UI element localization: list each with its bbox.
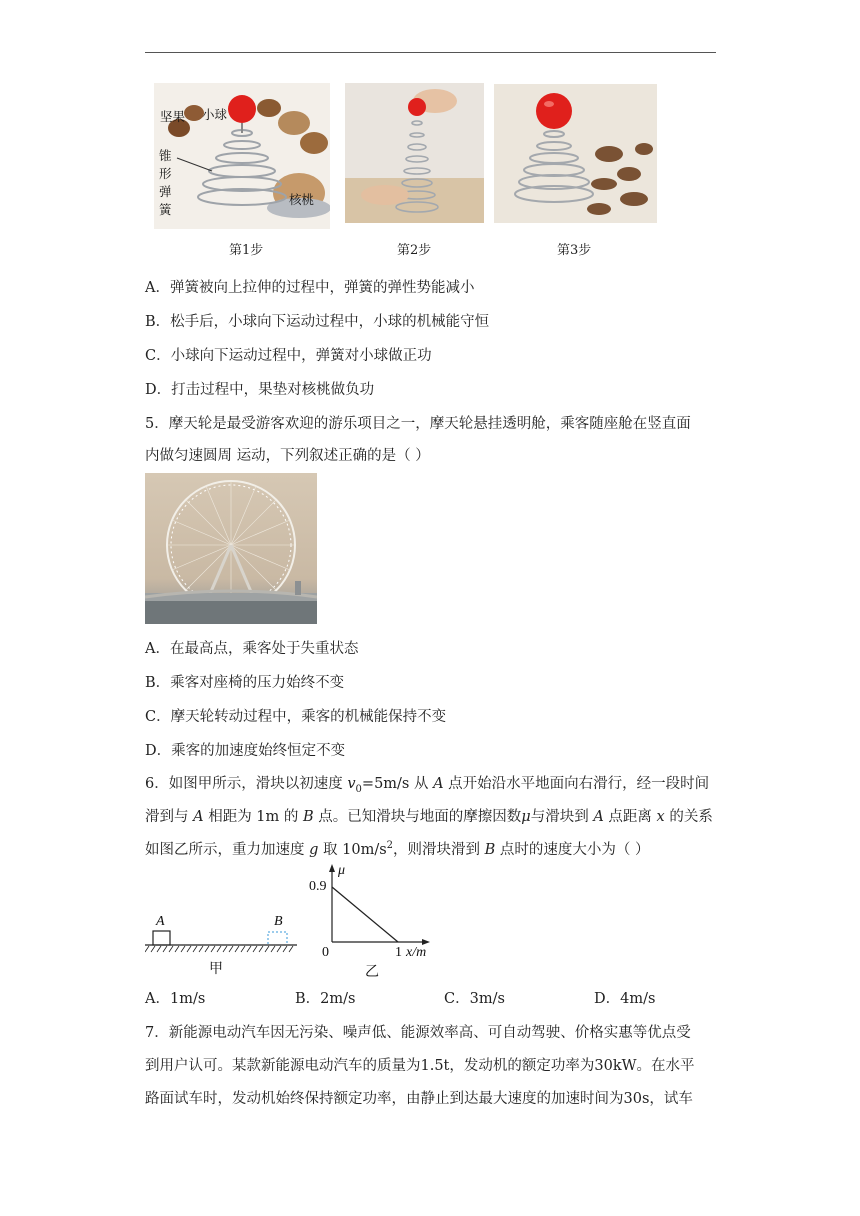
caption-step2: 第2步: [397, 243, 432, 258]
q6-stem-line1: 6．如图甲所示，滑块以初速度 $v_0=5m/s$ 从 A 点开始沿水平地面向右滑行，经一段时间: [145, 776, 710, 795]
header-rule: [145, 52, 716, 53]
label-a: A: [156, 914, 165, 929]
label-x-axis: x/m: [406, 945, 427, 960]
q4-option-a: A．弹簧被向上拉伸的过程中，弹簧的弹性势能减小: [145, 280, 475, 296]
label-walnut: 核桃: [289, 192, 315, 207]
q4-option-c: C．小球向下运动过程中，弹簧对小球做正功: [145, 348, 432, 364]
caption-jia: 甲: [209, 961, 223, 977]
step3-photo: [494, 84, 657, 223]
q7-stem-line1: 7．新能源电动汽车因无污染、噪声低、能源效率高、可自动驾驶、价格实惠等优点受: [145, 1025, 691, 1041]
q5-option-b: B．乘客对座椅的压力始终不变: [145, 675, 345, 691]
step2-photo: [345, 83, 484, 223]
q5-option-a: A．在最高点，乘客处于失重状态: [145, 641, 359, 657]
q4-option-b: B．松手后，小球向下运动过程中，小球的机械能守恒: [145, 314, 490, 330]
q7-stem-line3: 路面试车时，发动机始终保持额定功率，由静止到达最大速度的加速时间为30s，试车: [145, 1091, 693, 1107]
label-b: B: [274, 914, 283, 929]
q5-option-d: D．乘客的加速度始终恒定不变: [145, 743, 346, 759]
q5-option-c: C．摩天轮转动过程中，乘客的机械能保持不变: [145, 709, 447, 725]
ferris-wheel-photo: [145, 473, 317, 624]
q6-stem-line3: 如图乙所示，重力加速度 g 取 $10m/s^2$，则滑块滑到 B 点时的速度大小为（ ）: [145, 840, 650, 858]
q5-stem-line1: 5．摩天轮是最受游客欢迎的游乐项目之一，摩天轮悬挂透明舱，乘客随座舱在竖直面: [145, 416, 691, 432]
label-origin: 0: [322, 945, 329, 960]
block-a: [153, 931, 170, 945]
caption-step3: 第3步: [557, 243, 592, 258]
label-mu: μ: [338, 863, 346, 878]
ball-icon: [228, 95, 256, 123]
label-x-tick: 1: [395, 945, 402, 960]
caption-step1: 第1步: [229, 243, 264, 258]
q7-stem-line2: 到用户认可。某款新能源电动汽车的质量为1.5t，发动机的额定功率为30kW。在水平: [145, 1058, 695, 1074]
q5-stem-line2: 内做匀速圆周 运动，下列叙述正确的是（ ）: [145, 448, 430, 464]
q6-option-c: C．3m/s: [444, 991, 505, 1007]
q6-option-a: A．1m/s: [145, 991, 206, 1007]
q6-stem-line2: 滑到与 A 相距为 1m 的 B 点。已知滑块与地面的摩擦因数μ与滑块到 A 点距离 x 的关系: [145, 809, 713, 825]
block-b-dashed: [268, 932, 287, 945]
q4-option-d: D．打击过程中，果垫对核桃做负功: [145, 382, 375, 398]
figure-yi: [300, 862, 440, 957]
q6-option-d: D．4m/s: [594, 991, 656, 1007]
label-spring: 锥形弹簧: [159, 148, 172, 217]
q6-option-b: B．2m/s: [295, 991, 356, 1007]
label-y-tick: 0.9: [309, 879, 327, 894]
label-nuts: 坚果: [160, 109, 186, 124]
caption-yi: 乙: [365, 964, 379, 980]
mu-line: [332, 887, 398, 942]
label-ball: 小球: [202, 107, 228, 122]
